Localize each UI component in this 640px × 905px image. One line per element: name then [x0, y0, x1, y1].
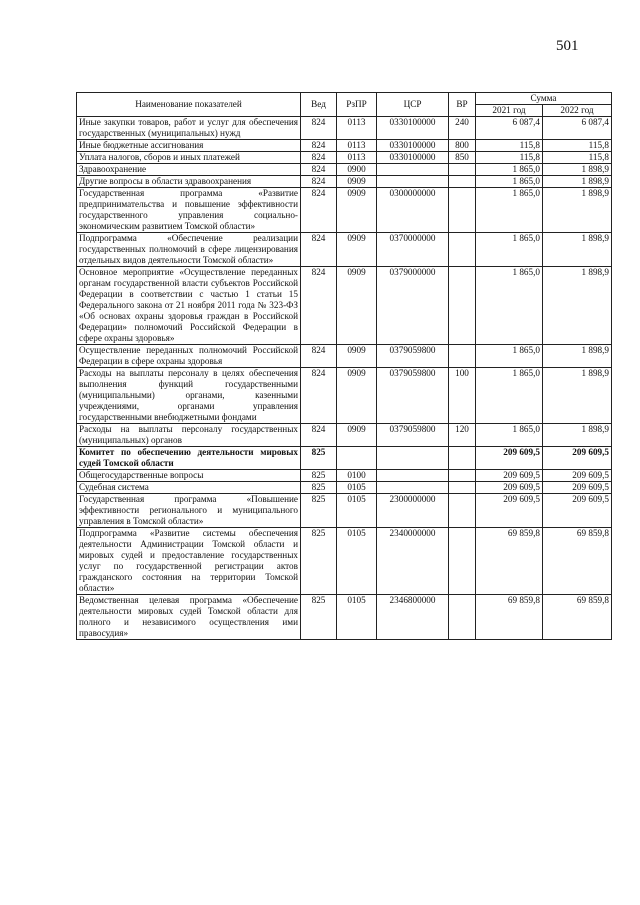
header-vr: ВР [449, 93, 476, 117]
cell-name: Подпрограмма «Обеспечение реализации государственных полномочий в сфере лицензирования отдельных видов деятельности Томской области» [77, 233, 301, 267]
cell-vr [449, 494, 476, 528]
cell-sum-2021: 209 609,5 [476, 494, 543, 528]
cell-rzpr: 0105 [337, 494, 377, 528]
table-row [77, 176, 612, 188]
cell-ved: 824 [301, 117, 337, 140]
table-row [77, 528, 612, 595]
cell-sum-2022: 1 898,9 [543, 176, 612, 188]
cell-sum-2022: 1 898,9 [543, 368, 612, 424]
cell-vr [449, 528, 476, 595]
cell-sum-2022: 115,8 [543, 152, 612, 164]
cell-sum-2021: 209 609,5 [476, 482, 543, 494]
cell-sum-2021: 115,8 [476, 140, 543, 152]
table-row [77, 368, 612, 424]
cell-vr [449, 345, 476, 368]
cell-rzpr: 0105 [337, 482, 377, 494]
cell-sum-2022: 1 898,9 [543, 233, 612, 267]
cell-name: Здравоохранение [77, 164, 301, 176]
table-row [77, 140, 612, 152]
cell-rzpr: 0909 [337, 176, 377, 188]
cell-ved: 824 [301, 368, 337, 424]
cell-name: Иные закупки товаров, работ и услуг для обеспечения государственных (муниципальных) нужд [77, 117, 301, 140]
cell-csr [377, 482, 449, 494]
cell-name: Уплата налогов, сборов и иных платежей [77, 152, 301, 164]
cell-name: Государственная программа «Повышение эффективности регионального и муниципального управления в Томской области» [77, 494, 301, 528]
cell-vr: 850 [449, 152, 476, 164]
cell-name: Общегосударственные вопросы [77, 470, 301, 482]
cell-rzpr: 0105 [337, 528, 377, 595]
cell-sum-2021: 1 865,0 [476, 188, 543, 233]
cell-rzpr: 0100 [337, 470, 377, 482]
cell-sum-2022: 69 859,8 [543, 595, 612, 640]
cell-ved: 824 [301, 233, 337, 267]
cell-sum-2021: 1 865,0 [476, 233, 543, 267]
cell-sum-2022: 115,8 [543, 140, 612, 152]
table-row [77, 345, 612, 368]
cell-csr: 0379059800 [377, 345, 449, 368]
cell-rzpr: 0909 [337, 368, 377, 424]
cell-csr: 2346800000 [377, 595, 449, 640]
cell-sum-2021: 6 087,4 [476, 117, 543, 140]
cell-sum-2021: 1 865,0 [476, 176, 543, 188]
cell-rzpr: 0113 [337, 152, 377, 164]
cell-ved: 824 [301, 345, 337, 368]
cell-name: Подпрограмма «Развитие системы обеспечения деятельности Администрации Томской области и мировых судей и предоставление государственных услуг по государственной регистрации актов гражданского состояния на территории Томской области» [77, 528, 301, 595]
cell-name: Осуществление переданных полномочий Российской Федерации в сфере охраны здоровья [77, 345, 301, 368]
cell-name: Расходы на выплаты персоналу государственных (муниципальных) органов [77, 424, 301, 447]
cell-ved: 824 [301, 188, 337, 233]
page-number: 501 [556, 38, 579, 54]
table-row [77, 233, 612, 267]
cell-csr: 0330100000 [377, 152, 449, 164]
cell-rzpr: 0909 [337, 345, 377, 368]
cell-csr: 0330100000 [377, 117, 449, 140]
cell-vr: 800 [449, 140, 476, 152]
table-row [77, 447, 612, 470]
table-row [77, 494, 612, 528]
cell-csr [377, 164, 449, 176]
cell-vr [449, 267, 476, 345]
cell-rzpr: 0909 [337, 267, 377, 345]
cell-sum-2022: 209 609,5 [543, 482, 612, 494]
cell-rzpr: 0909 [337, 233, 377, 267]
cell-ved: 824 [301, 140, 337, 152]
table-row [77, 188, 612, 233]
table-body [77, 117, 612, 640]
cell-sum-2022: 209 609,5 [543, 494, 612, 528]
header-sum: Сумма [476, 93, 612, 105]
cell-csr [377, 176, 449, 188]
cell-name: Государственная программа «Развитие предпринимательства и повышение эффективности государственного управления социально-экономическим развитием Томской области» [77, 188, 301, 233]
cell-name: Расходы на выплаты персоналу в целях обеспечения выполнения функций государственными (муниципальными) органами, казенными учреждениями, органами управления государственными внебюджетными фондами [77, 368, 301, 424]
cell-ved: 825 [301, 494, 337, 528]
cell-ved: 824 [301, 267, 337, 345]
cell-name: Другие вопросы в области здравоохранения [77, 176, 301, 188]
cell-sum-2022: 1 898,9 [543, 267, 612, 345]
cell-ved: 824 [301, 164, 337, 176]
table-row [77, 117, 612, 140]
header-2022: 2022 год [543, 105, 612, 117]
cell-csr: 0300000000 [377, 188, 449, 233]
cell-sum-2022: 1 898,9 [543, 188, 612, 233]
table-row [77, 482, 612, 494]
table-row [77, 424, 612, 447]
cell-vr [449, 233, 476, 267]
cell-csr: 0379000000 [377, 267, 449, 345]
cell-vr [449, 482, 476, 494]
header-2021: 2021 год [476, 105, 543, 117]
header-ved: Вед [301, 93, 337, 117]
table-row [77, 164, 612, 176]
header-name: Наименование показателей [77, 93, 301, 117]
cell-sum-2021: 209 609,5 [476, 470, 543, 482]
table-row [77, 595, 612, 640]
cell-sum-2021: 115,8 [476, 152, 543, 164]
cell-vr [449, 447, 476, 470]
cell-csr: 2300000000 [377, 494, 449, 528]
cell-name: Ведомственная целевая программа «Обеспечение деятельности мировых судей Томской области для полного и независимого осуществления ими правосудия» [77, 595, 301, 640]
cell-rzpr: 0909 [337, 188, 377, 233]
cell-csr: 0370000000 [377, 233, 449, 267]
table-row [77, 267, 612, 345]
cell-sum-2021: 1 865,0 [476, 424, 543, 447]
table-row [77, 152, 612, 164]
cell-name: Судебная система [77, 482, 301, 494]
header-rzpr: РзПР [337, 93, 377, 117]
cell-ved: 825 [301, 447, 337, 470]
cell-rzpr: 0105 [337, 595, 377, 640]
cell-name: Основное мероприятие «Осуществление переданных органам государственной власти субъектов Российской Федерации в соответствии с частью 1 статьи 15 Федерального закона от 21 ноября 2011 года № 323-ФЗ «Об основах охраны здоровья граждан в Российской Федерации» полномочий Российской Федерации в сфере охраны здоровья» [77, 267, 301, 345]
cell-vr [449, 164, 476, 176]
cell-rzpr [337, 447, 377, 470]
cell-csr: 0379059800 [377, 424, 449, 447]
cell-vr: 100 [449, 368, 476, 424]
cell-sum-2021: 69 859,8 [476, 595, 543, 640]
cell-sum-2021: 1 865,0 [476, 345, 543, 368]
cell-name: Иные бюджетные ассигнования [77, 140, 301, 152]
cell-sum-2021: 1 865,0 [476, 368, 543, 424]
cell-sum-2022: 209 609,5 [543, 470, 612, 482]
cell-sum-2021: 69 859,8 [476, 528, 543, 595]
cell-ved: 825 [301, 470, 337, 482]
cell-ved: 824 [301, 152, 337, 164]
cell-name: Комитет по обеспечению деятельности мировых судей Томской области [77, 447, 301, 470]
cell-vr [449, 176, 476, 188]
cell-sum-2022: 1 898,9 [543, 345, 612, 368]
table-row [77, 470, 612, 482]
cell-csr: 2340000000 [377, 528, 449, 595]
cell-csr: 0379059800 [377, 368, 449, 424]
cell-sum-2022: 1 898,9 [543, 164, 612, 176]
cell-sum-2021: 1 865,0 [476, 267, 543, 345]
cell-rzpr: 0900 [337, 164, 377, 176]
cell-rzpr: 0113 [337, 117, 377, 140]
cell-rzpr: 0909 [337, 424, 377, 447]
cell-sum-2022: 69 859,8 [543, 528, 612, 595]
cell-vr: 120 [449, 424, 476, 447]
cell-ved: 824 [301, 424, 337, 447]
cell-sum-2021: 209 609,5 [476, 447, 543, 470]
cell-sum-2022: 1 898,9 [543, 424, 612, 447]
header-csr: ЦСР [377, 93, 449, 117]
cell-csr: 0330100000 [377, 140, 449, 152]
cell-vr [449, 188, 476, 233]
cell-sum-2021: 1 865,0 [476, 164, 543, 176]
cell-ved: 824 [301, 176, 337, 188]
cell-rzpr: 0113 [337, 140, 377, 152]
cell-vr [449, 470, 476, 482]
cell-ved: 825 [301, 595, 337, 640]
cell-sum-2022: 6 087,4 [543, 117, 612, 140]
cell-sum-2022: 209 609,5 [543, 447, 612, 470]
budget-table [76, 92, 612, 640]
cell-csr [377, 470, 449, 482]
cell-vr [449, 595, 476, 640]
cell-csr [377, 447, 449, 470]
cell-ved: 825 [301, 482, 337, 494]
cell-ved: 825 [301, 528, 337, 595]
cell-vr: 240 [449, 117, 476, 140]
